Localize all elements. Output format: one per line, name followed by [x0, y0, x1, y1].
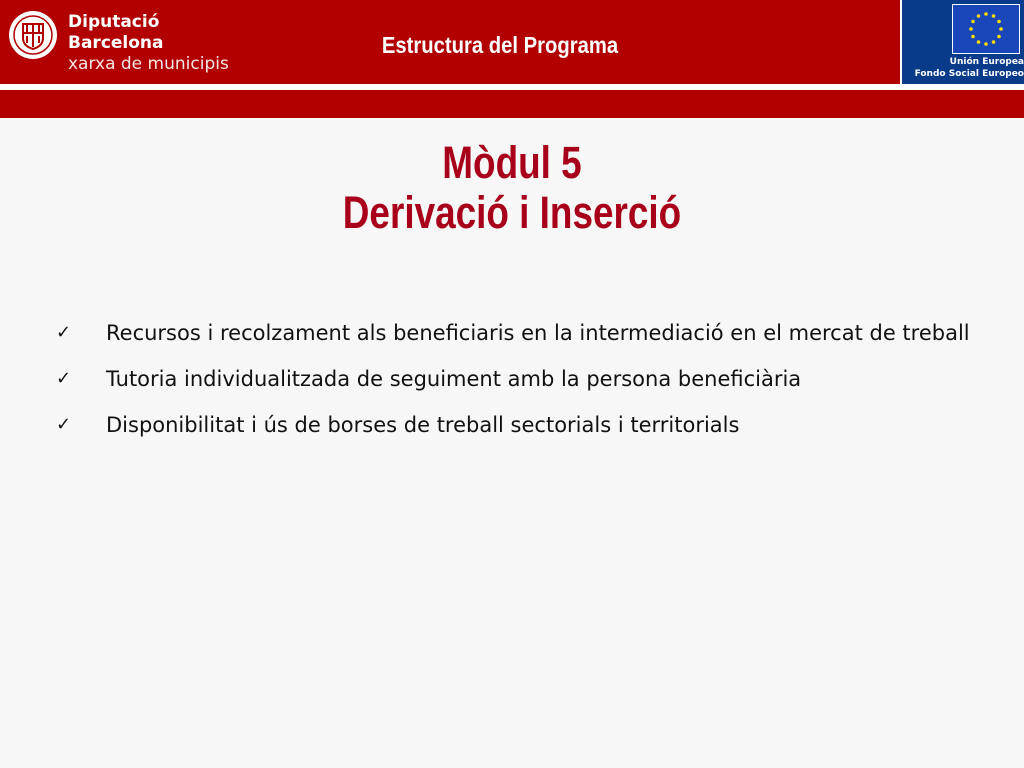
check-icon: ✓: [56, 322, 72, 343]
bullet-list: [52, 318, 972, 456]
program-title: Estructura del Programa: [381, 32, 619, 58]
eu-star: [984, 42, 988, 46]
list-item: [52, 364, 972, 394]
eu-star: [971, 20, 975, 24]
org-line1: Diputació: [68, 12, 160, 32]
eu-star: [984, 12, 988, 16]
eu-caption: [904, 56, 1024, 80]
eu-star: [999, 27, 1003, 31]
eu-star: [977, 40, 981, 44]
list-item: [52, 318, 972, 348]
module-number: Mòdul 5: [442, 137, 582, 188]
list-item: [52, 410, 972, 440]
diputacio-logo: [0, 0, 262, 84]
check-icon: ✓: [56, 368, 72, 389]
eu-star: [971, 35, 975, 39]
bullet-text: Disponibilitat i ús de borses de treball sectorials i territorials: [106, 413, 740, 437]
check-icon: ✓: [56, 414, 72, 435]
eu-star: [977, 14, 981, 18]
org-line2: Barcelona: [68, 33, 164, 53]
org-name: [68, 12, 229, 75]
module-heading: [0, 138, 1024, 238]
diputacio-seal-icon: [8, 10, 58, 60]
bullet-text: Recursos i recolzament als beneficiaris en la intermediació en el mercat de treball: [106, 321, 970, 345]
eu-star: [997, 35, 1001, 39]
header-underline-band: [0, 90, 1024, 118]
eu-star: [992, 40, 996, 44]
org-line3: xarxa de municipis: [68, 54, 229, 74]
eu-flag-icon: [952, 4, 1020, 54]
bullet-text: Tutoria individualitzada de seguiment amb la persona beneficiària: [106, 367, 802, 391]
eu-star: [969, 27, 973, 31]
eu-star: [997, 20, 1001, 24]
eu-logo: [900, 0, 1024, 84]
eu-line1: Unión Europea: [949, 57, 1024, 67]
eu-star: [992, 14, 996, 18]
eu-line2: Fondo Social Europeo: [914, 69, 1024, 79]
module-name: Derivació i Inserció: [342, 187, 682, 238]
